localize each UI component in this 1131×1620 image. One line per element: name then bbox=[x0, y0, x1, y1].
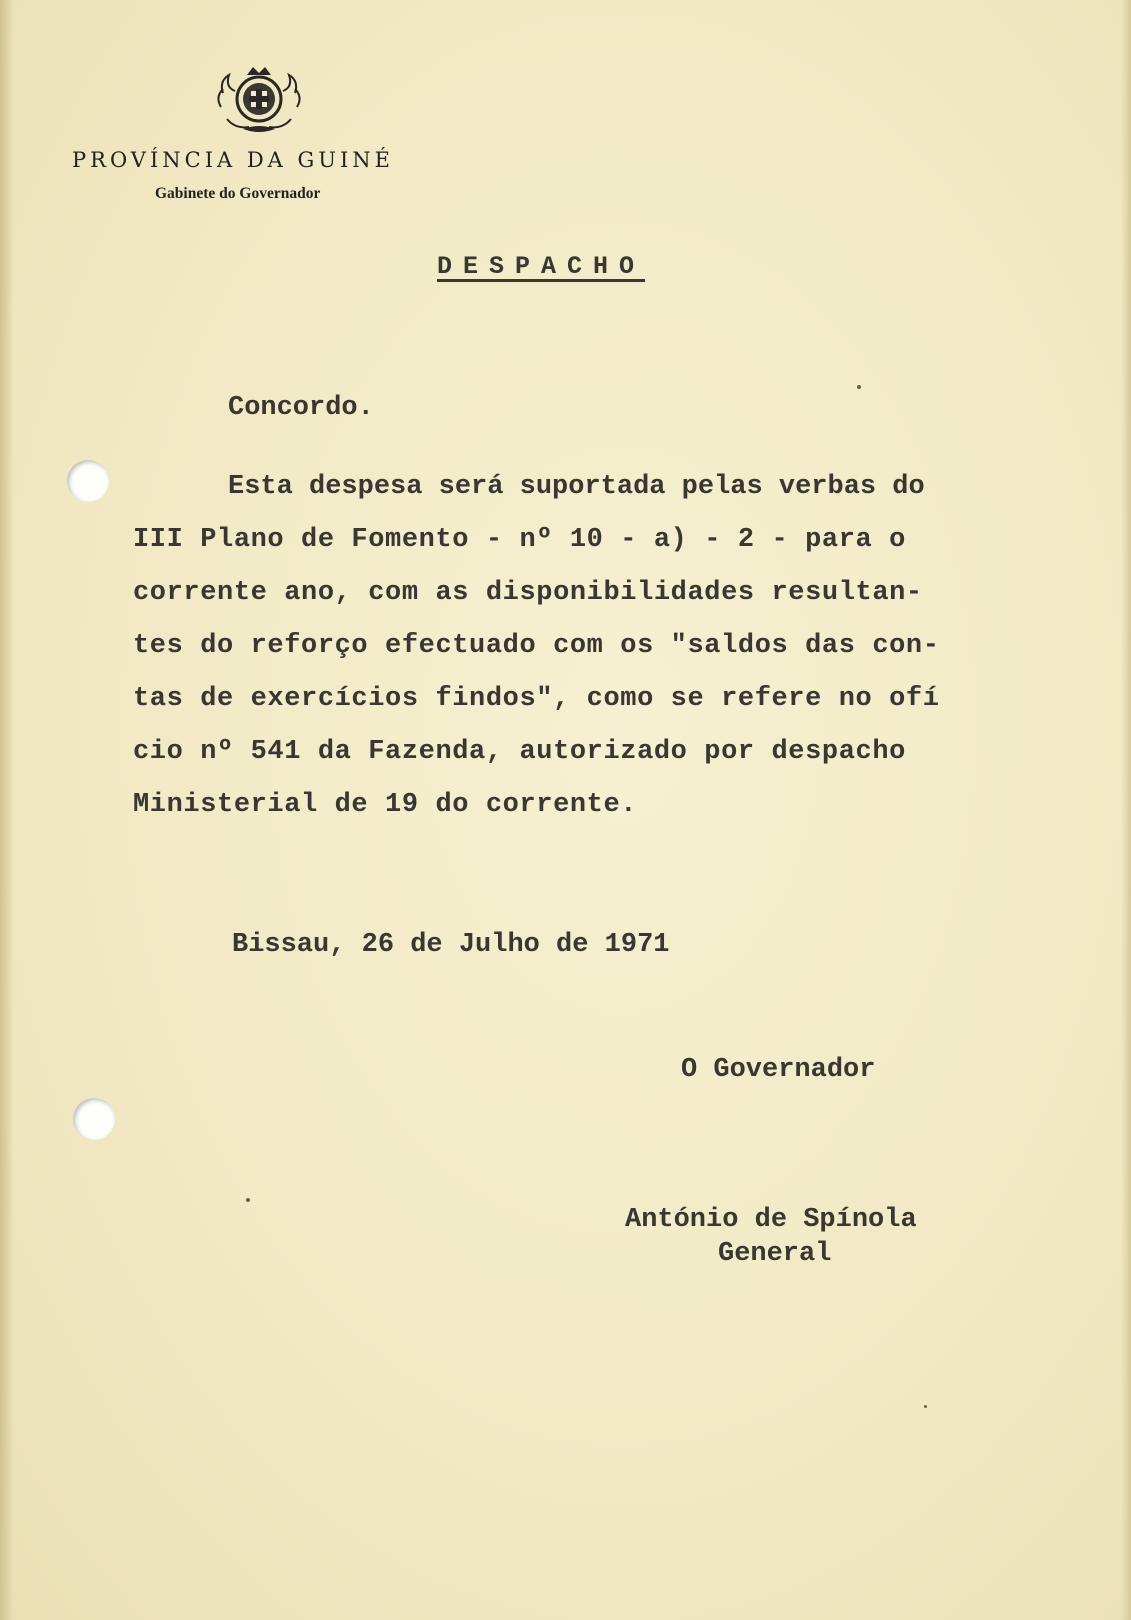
body-line: tes do reforço efectuado com os "saldos das con- bbox=[133, 631, 940, 661]
signatory-name: António de Spínola bbox=[625, 1205, 917, 1235]
paper-edge-left bbox=[0, 0, 14, 1620]
body-line: Ministerial de 19 do corrente. bbox=[133, 790, 638, 820]
body-line: Esta despesa será suportada pelas verbas do bbox=[228, 472, 925, 502]
body-line: tas de exercícios findos", como se refere no ofí bbox=[133, 684, 940, 714]
dateline: Bissau, 26 de Julho de 1971 bbox=[232, 930, 670, 960]
paper-edge-right bbox=[1121, 0, 1131, 1620]
body-line: cio nº 541 da Fazenda, autorizado por despacho bbox=[133, 737, 906, 767]
signatory-rank: General bbox=[718, 1239, 832, 1269]
body-line: III Plano de Fomento - nº 10 - a) - 2 - para o bbox=[133, 525, 906, 555]
paper-speck bbox=[246, 1198, 250, 1202]
paper-speck bbox=[857, 385, 861, 389]
letterhead-subtitle: Gabinete do Governador bbox=[155, 185, 321, 202]
opening-line: Concordo. bbox=[228, 393, 374, 423]
punch-hole-top bbox=[67, 460, 109, 502]
body-line: corrente ano, com as disponibilidades resultan- bbox=[133, 578, 923, 608]
letterhead-title: PROVÍNCIA DA GUINÉ bbox=[72, 148, 394, 172]
signatory-title: O Governador bbox=[681, 1055, 876, 1085]
coat-of-arms-emblem-icon bbox=[213, 63, 305, 135]
punch-hole-bottom bbox=[73, 1098, 115, 1140]
document-heading: DESPACHO bbox=[437, 252, 646, 281]
paper-speck bbox=[924, 1405, 927, 1408]
